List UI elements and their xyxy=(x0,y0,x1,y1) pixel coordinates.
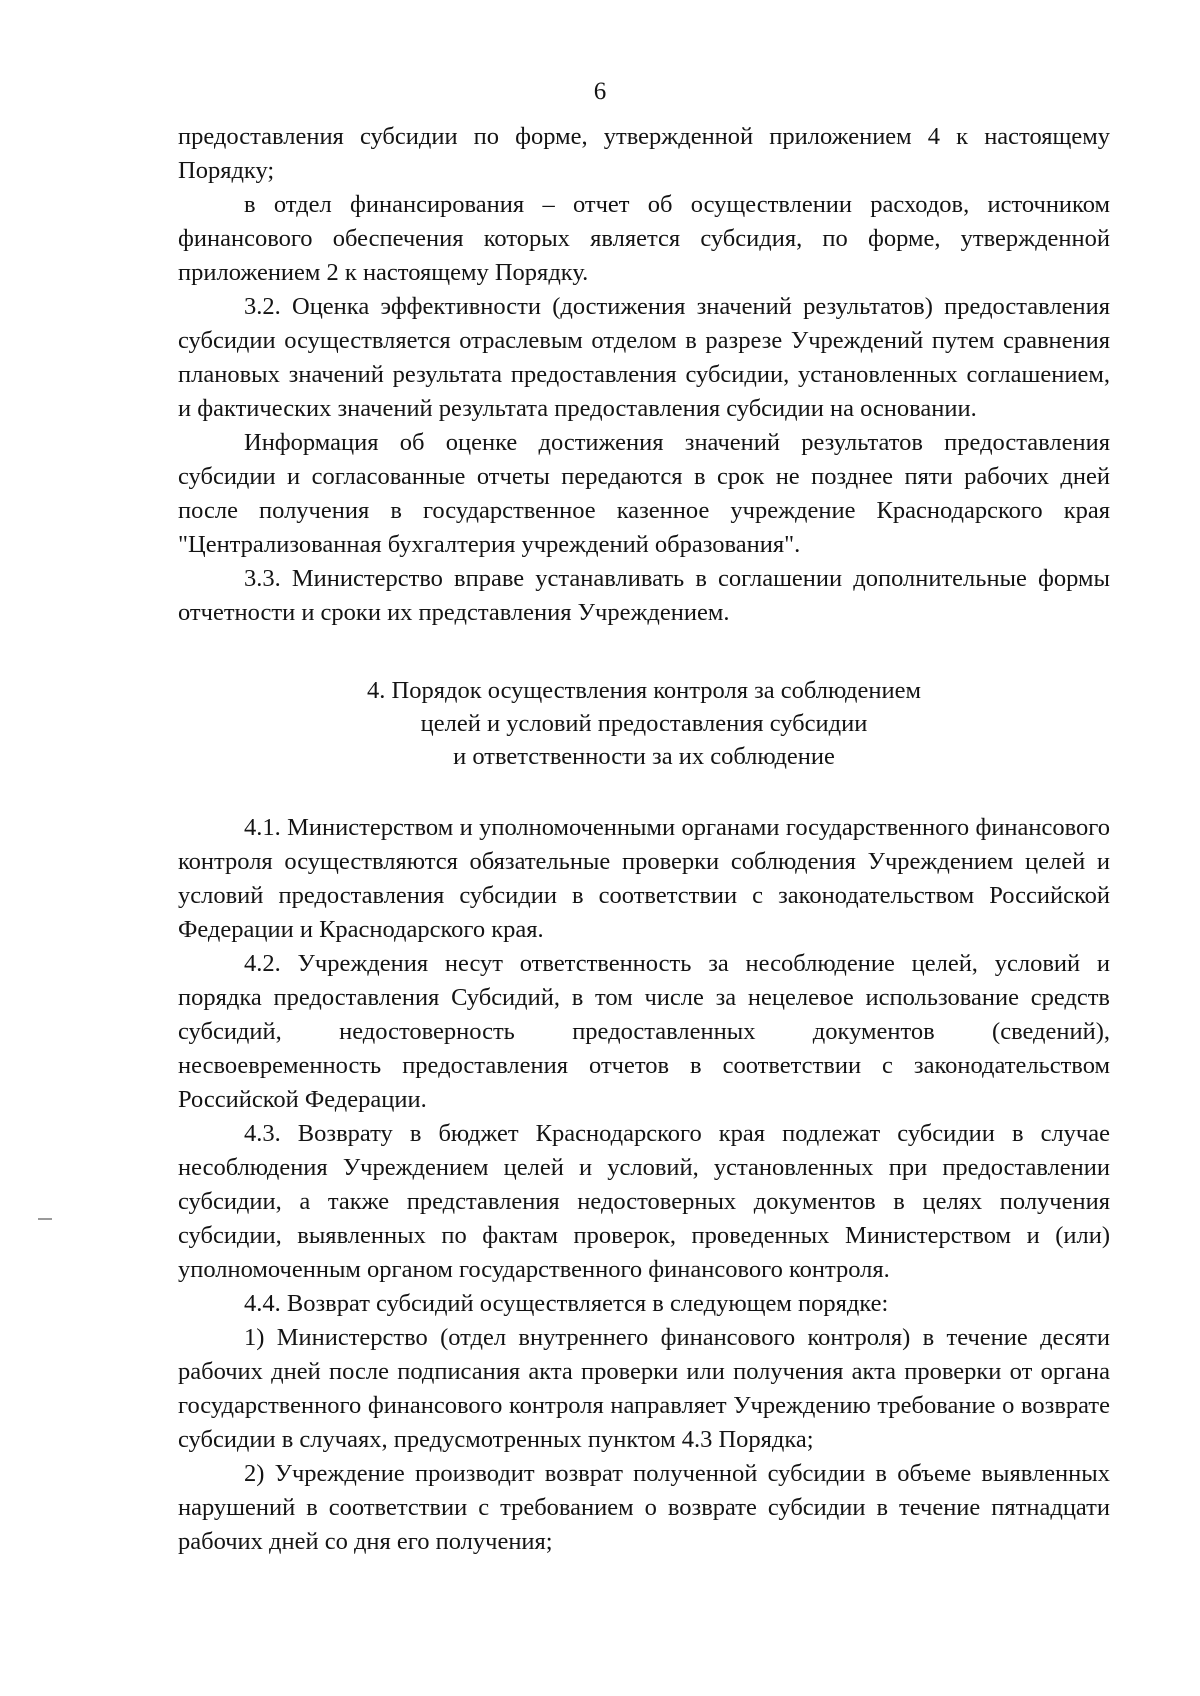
section-4-heading xyxy=(178,674,1110,773)
paragraph-4-3: 4.3. Возврату в бюджет Краснодарского края подлежат субсидии в случае несоблюдения Учреждением целей и условий, установленных при предоставлении субсидии, а также представления недостоверных документов в целях получения субсидии, выявленных по фактам проверок, проведенных Министерством и (или) уполномоченным органом государственного финансового контроля. xyxy=(178,1120,1110,1283)
page-number: 6 xyxy=(593,78,607,105)
paragraph-4-4: 4.4. Возврат субсидий осуществляется в следующем порядке: xyxy=(244,1290,889,1317)
paragraph-evaluation-info: Информация об оценке достижения значений результатов предоставления субсидии и согласованные отчеты передаются в срок не позднее пяти рабочих дней после получения в государственное казенное учреждение Краснодарского края "Централизованная бухгалтерия учреждений образования". xyxy=(178,429,1110,558)
paragraph-4-4-item-1: 1) Министерство (отдел внутреннего финансового контроля) в течение десяти рабочих дней после подписания акта проверки или получения акта проверки от органа государственного финансового контроля направляет Учреждению требование о возврате субсидии в случаях, предусмотренных пунктом 4.3 Порядка; xyxy=(178,1324,1110,1453)
paragraph-financing-department-report: в отдел финансирования – отчет об осуществлении расходов, источником финансового обеспечения которых является субсидия, по форме, утвержденной приложением 2 к настоящему Порядку. xyxy=(178,191,1110,286)
section-4-heading-line-3: и ответственности за их соблюдение xyxy=(453,743,835,770)
paragraph-4-2: 4.2. Учреждения несут ответственность за несоблюдение целей, условий и порядка предоставления Субсидий, в том числе за нецелевое использование средств субсидий, недостоверность предоставленных документов (сведений), несвоевременность предоставления отчетов в соответствии с законодательством Российской Федерации. xyxy=(178,950,1110,1113)
paragraph-3-3: 3.3. Министерство вправе устанавливать в соглашении дополнительные формы отчетности и сроки их представления Учреждением. xyxy=(178,565,1110,626)
paragraph-4-4-item-2: 2) Учреждение производит возврат полученной субсидии в объеме выявленных нарушений в соответствии с требованием о возврате субсидии в течение пятнадцати рабочих дней со дня его получения; xyxy=(178,1460,1110,1555)
document-body xyxy=(178,120,1110,1559)
paragraph-3-2: 3.2. Оценка эффективности (достижения значений результатов) предоставления субсидии осуществляется отраслевым отделом в разрезе Учреждений путем сравнения плановых значений результата предоставления субсидии, установленных соглашением, и фактических значений результата предоставления субсидии на основании. xyxy=(178,293,1110,422)
section-4-heading-line-2: целей и условий предоставления субсидии xyxy=(420,710,868,737)
paragraph-4-1: 4.1. Министерством и уполномоченными органами государственного финансового контроля осуществляются обязательные проверки соблюдения Учреждением целей и условий предоставления субсидии в соответствии с законодательством Российской Федерации и Краснодарского края. xyxy=(178,814,1110,943)
section-4-heading-line-1: 4. Порядок осуществления контроля за соблюдением xyxy=(367,677,921,704)
paragraph-report-form-continuation: предоставления субсидии по форме, утвержденной приложением 4 к настоящему Порядку; xyxy=(178,123,1110,184)
margin-mark xyxy=(38,1218,52,1220)
